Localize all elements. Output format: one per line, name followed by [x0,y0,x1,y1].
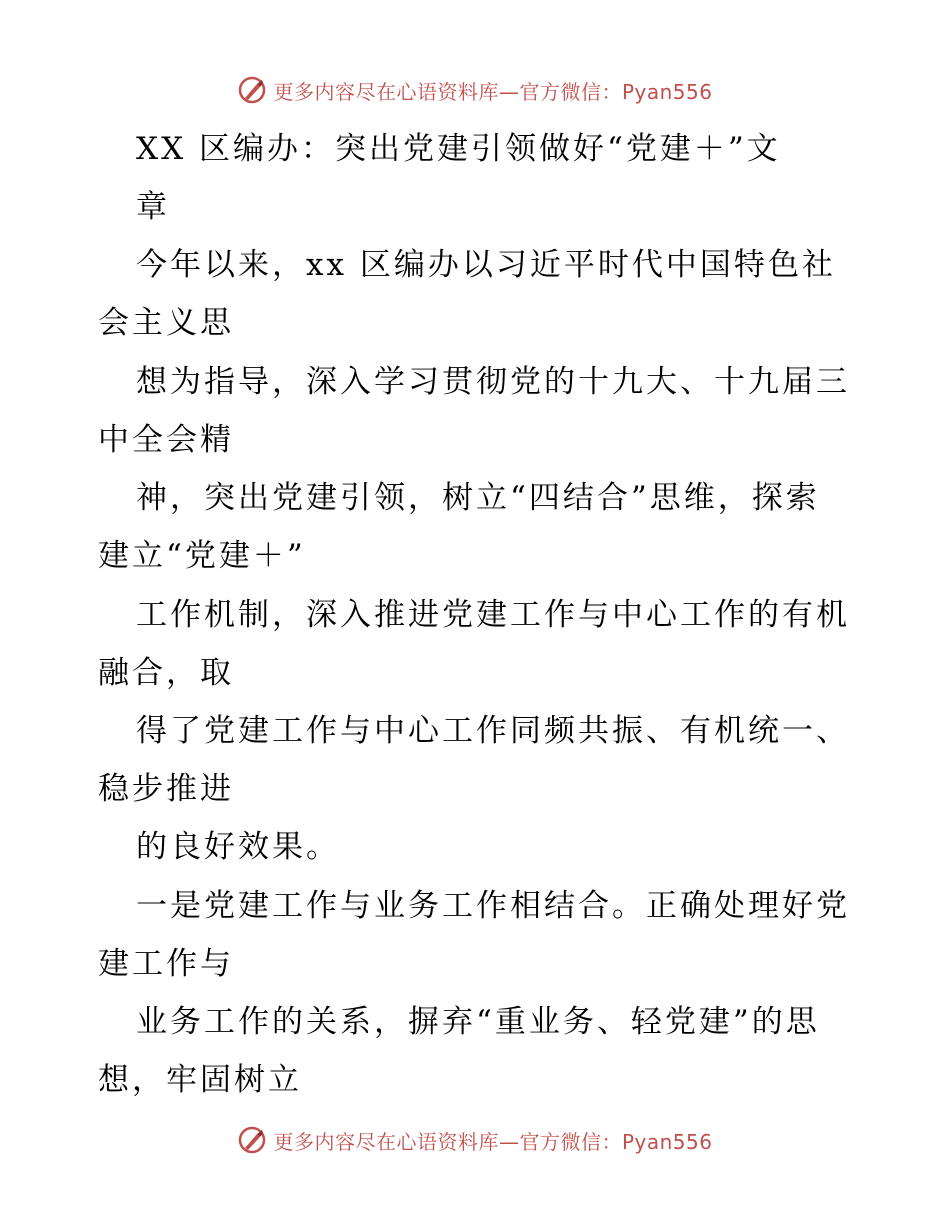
document-title-line-1: XX 区编办：突出党建引领做好“党建＋”文 [136,131,781,167]
document-title-line-2: 章 [136,189,170,225]
paragraph-line: 稳步推进 [98,771,234,807]
paragraph-line: 业务工作的关系，摒弃“重业务、轻党建”的思 [136,1004,820,1040]
paragraph-line: 建立“党建＋” [98,538,306,574]
quill-pen-logo-icon [237,1125,267,1155]
paragraph-line: 神，突出党建引领，树立“四结合”思维，探索 [136,480,820,516]
paragraph-line: 中全会精 [98,422,234,458]
header-watermark-text: 更多内容尽在心语资料库—官方微信：Pyan556 [273,79,713,104]
paragraph-line: 今年以来，xx 区编办以习近平时代中国特色社 [136,247,836,283]
paragraph-line: 一是党建工作与业务工作相结合。正确处理好党 [136,888,850,924]
paragraph-line: 想，牢固树立 [98,1062,302,1098]
quill-pen-logo-icon [237,75,267,105]
header-watermark-banner [0,70,950,110]
paragraph-line: 会主义思 [98,305,234,341]
footer-watermark-banner [0,1120,950,1160]
paragraph-line: 的良好效果。 [136,829,340,865]
paragraph-line: 工作机制，深入推进党建工作与中心工作的有机 [136,597,850,633]
paragraph-line: 想为指导，深入学习贯彻党的十九大、十九届三 [136,364,850,400]
paragraph-line: 得了党建工作与中心工作同频共振、有机统一、 [136,713,850,749]
footer-watermark-text: 更多内容尽在心语资料库—官方微信：Pyan556 [273,1129,713,1154]
paragraph-line: 建工作与 [98,946,234,982]
paragraph-line: 融合，取 [98,655,234,691]
